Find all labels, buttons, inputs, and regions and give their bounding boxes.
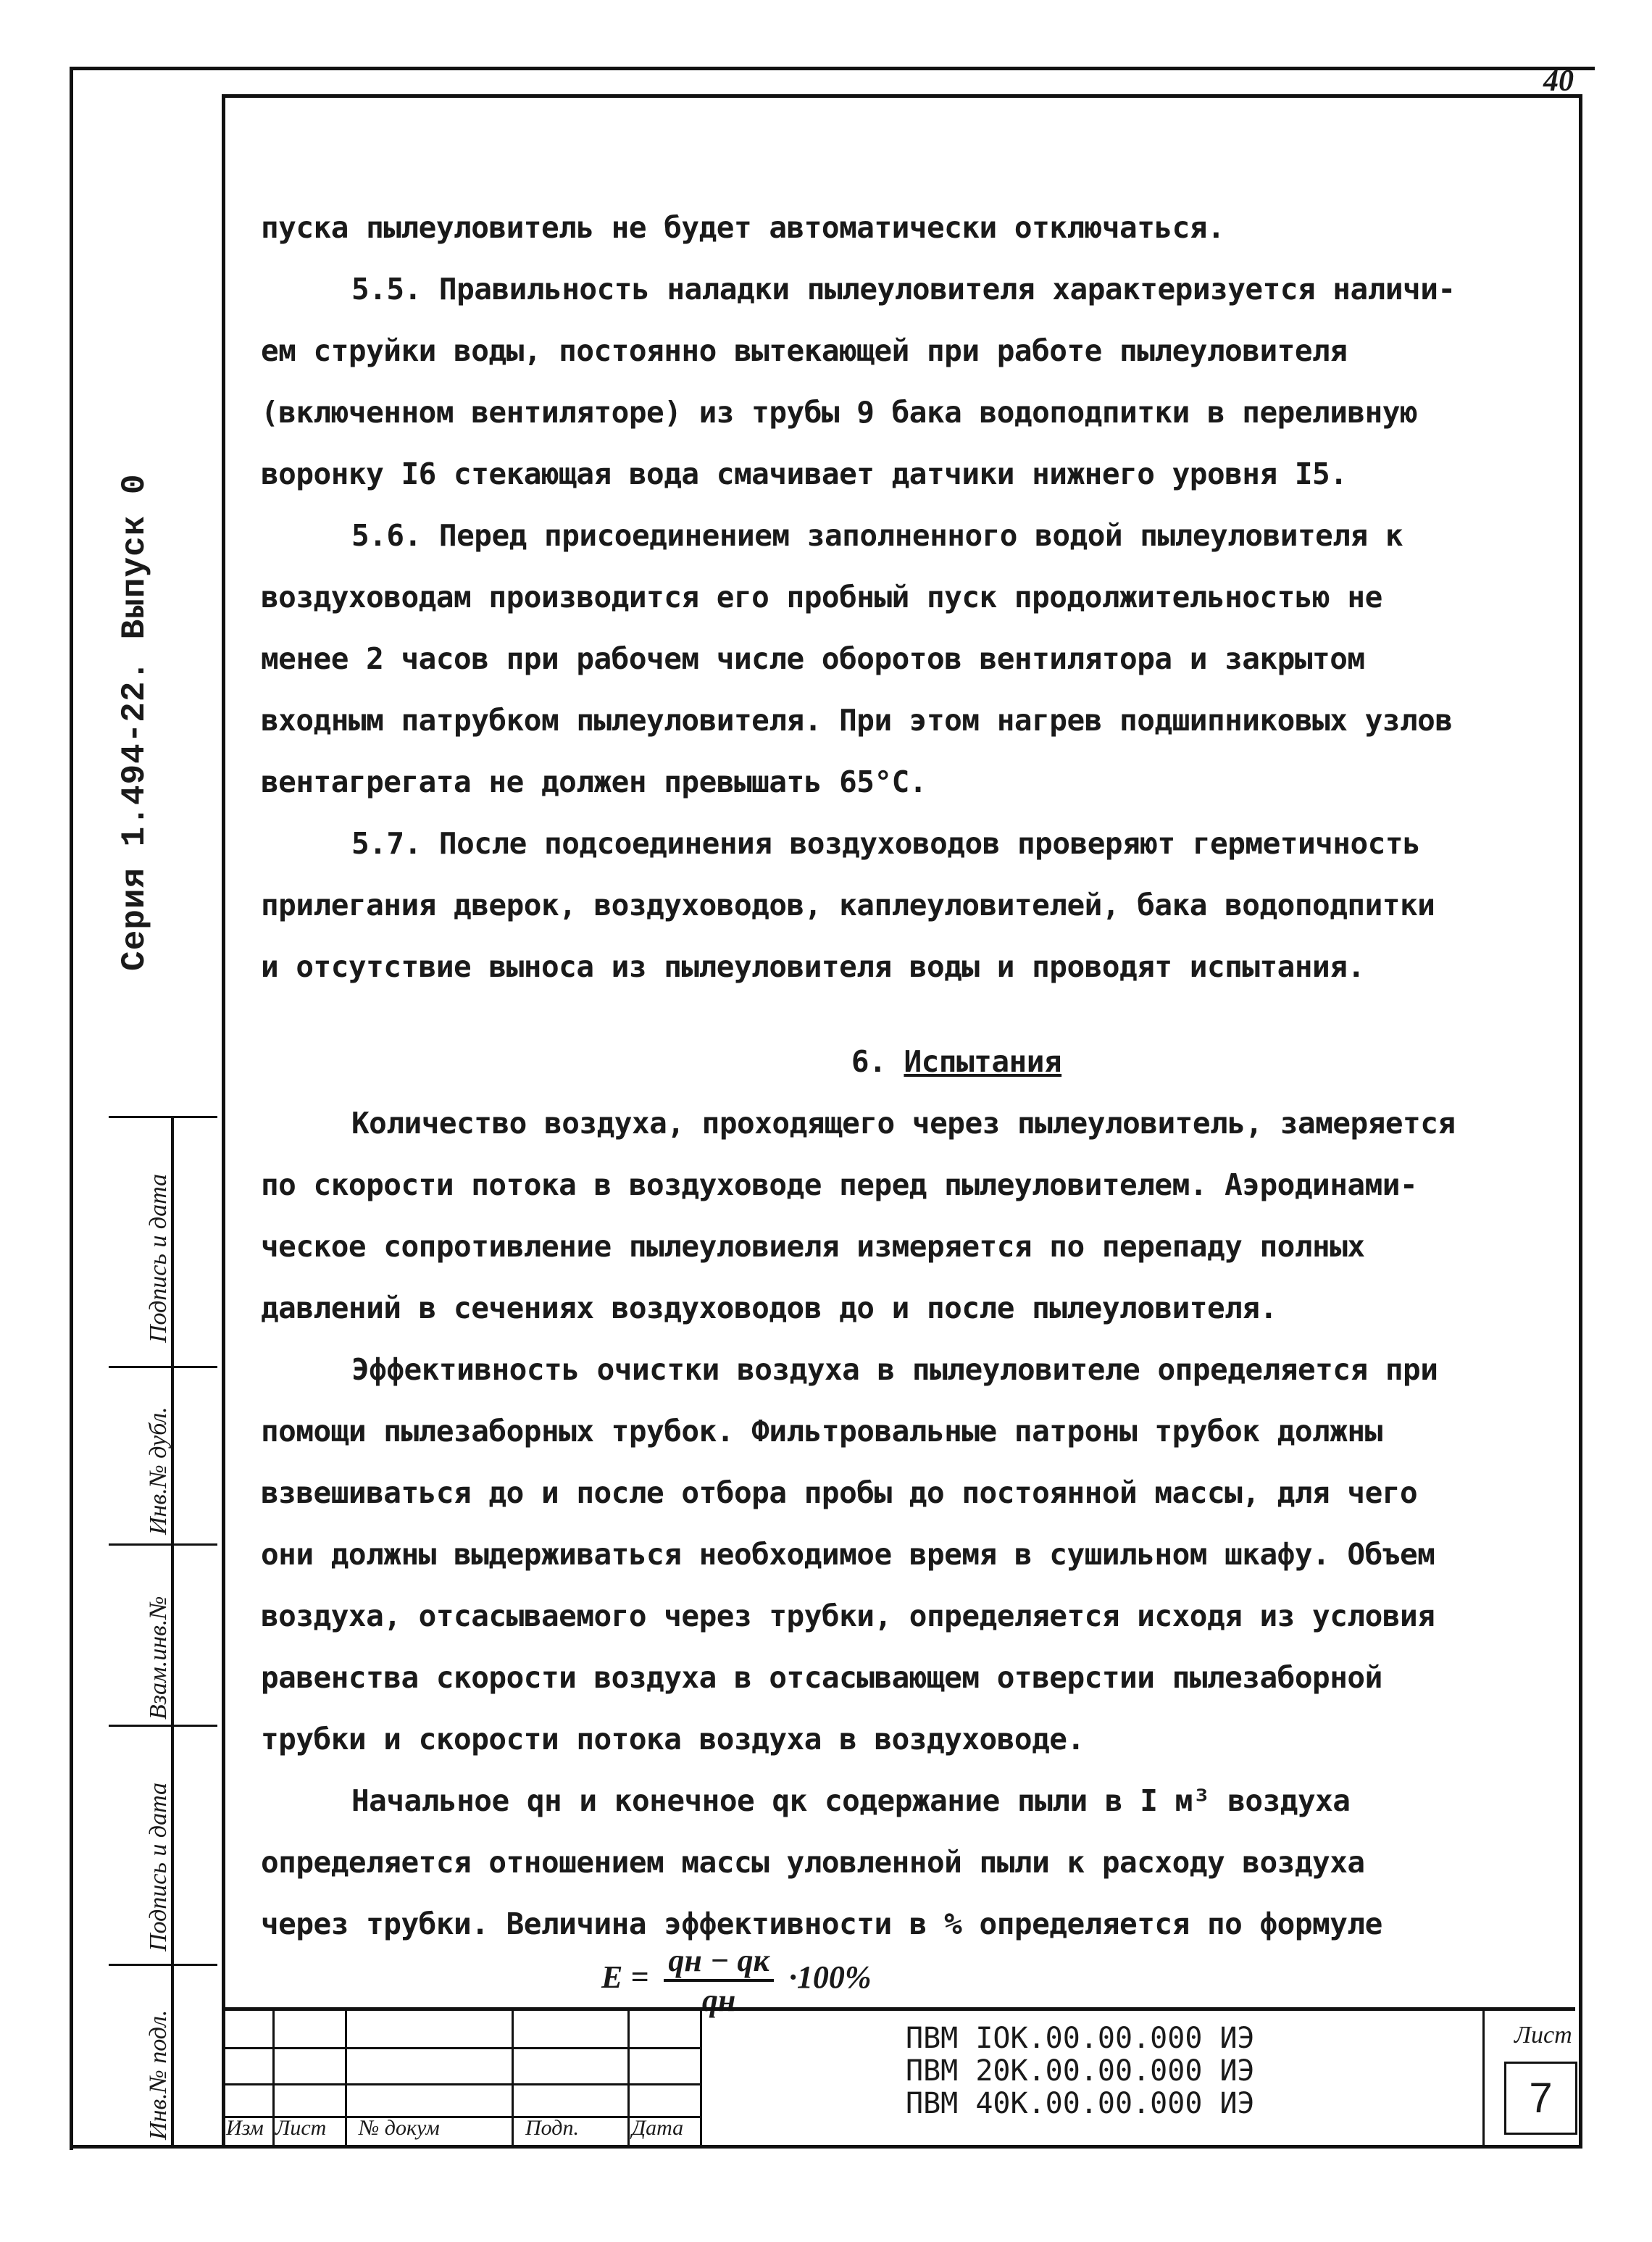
text-line: определяется отношением массы уловленной пыли к расходу воздуха bbox=[261, 1845, 1365, 1880]
text-line: Эффективность очистки воздуха в пылеуловителе определяется при bbox=[351, 1352, 1438, 1387]
text-line: входным патрубком пылеуловителя. При этом нагрев подшипниковых узлов bbox=[261, 703, 1453, 738]
text-line: (включенном вентиляторе) из трубы 9 бака водоподпитки в переливную bbox=[261, 395, 1418, 430]
text-line: воздуха, отсасываемого через трубки, определяется исходя из условия bbox=[261, 1599, 1435, 1633]
text-line: Начальное qн и конечное qк содержание пыли в I м³ воздуха bbox=[351, 1783, 1351, 1818]
text-line: воронку I6 стекающая вода смачивает датчики нижнего уровня I5. bbox=[261, 457, 1348, 491]
title-block-label-date: Дата bbox=[632, 2116, 684, 2140]
sheet-number: 7 bbox=[1504, 2062, 1577, 2135]
title-block-label-izm: Изм bbox=[226, 2116, 264, 2140]
doc-code-2: ПВМ 20К.00.00.000 ИЭ bbox=[906, 2054, 1255, 2088]
series-label: Серия 1.494-22. Выпуск 0 bbox=[116, 473, 154, 971]
stamp-cell-2 bbox=[109, 1725, 217, 1966]
text-line: взвешиваться до и после отбора пробы до постоянной массы, для чего bbox=[261, 1475, 1418, 1510]
section-6-text bbox=[261, 1093, 1565, 1955]
text-line: равенства скорости воздуха в отсасывающем отверстии пылезаборной bbox=[261, 1660, 1382, 1695]
formula-denominator: qн bbox=[701, 1983, 736, 2018]
text-line: менее 2 часов при рабочем числе оборотов вентилятора и закрытом bbox=[261, 641, 1365, 676]
stamp-label: Инв.№ дубл. bbox=[145, 1407, 172, 1535]
doc-code-1: ПВМ IOК.00.00.000 ИЭ bbox=[906, 2022, 1255, 2055]
formula-lhs: E = bbox=[601, 1959, 649, 1996]
text-line: ческое сопротивление пылеуловиеля измеряется по перепаду полных bbox=[261, 1229, 1365, 1264]
text-line: вентагрегата не должен превышать 65°С. bbox=[261, 764, 927, 799]
text-line: 5.5. Правильность наладки пылеуловителя характеризуется наличи- bbox=[351, 272, 1456, 307]
sheet-label: Лист bbox=[1514, 2022, 1572, 2049]
text-line: прилегания дверок, воздуховодов, каплеуловителей, бака водоподпитки bbox=[261, 888, 1435, 922]
formula-numerator: qн − qк bbox=[664, 1942, 773, 1982]
title-block-label-list: Лист bbox=[275, 2116, 327, 2140]
text-line: Количество воздуха, проходящего через пылеуловитель, замеряется bbox=[351, 1106, 1456, 1141]
stamp-label: Взам.инв.№ bbox=[145, 1596, 172, 1720]
section-title: Испытания bbox=[904, 1044, 1062, 1079]
formula-tail: ·100% bbox=[788, 1959, 872, 1996]
document-body bbox=[261, 197, 1565, 1955]
stamp-cell-1 bbox=[109, 1964, 217, 2147]
stamp-label: Подпись и дата bbox=[145, 1782, 172, 1951]
stamp-label: Подпись и дата bbox=[145, 1173, 172, 1343]
title-block-label-sign: Подп. bbox=[525, 2116, 579, 2140]
stamp-cell-3 bbox=[109, 1543, 217, 1727]
text-line: 5.7. После подсоединения воздуховодов проверяют герметичность bbox=[351, 826, 1421, 861]
doc-code-3: ПВМ 40К.00.00.000 ИЭ bbox=[906, 2087, 1255, 2120]
text-line: ем струйки воды, постоянно вытекающей при работе пылеуловителя bbox=[261, 333, 1348, 368]
text-line: трубки и скорости потока воздуха в воздуховоде. bbox=[261, 1722, 1085, 1756]
section-5-text bbox=[261, 197, 1565, 998]
text-line: давлений в сечениях воздуховодов до и после пылеуловителя. bbox=[261, 1291, 1277, 1325]
text-line: и отсутствие выноса из пылеуловителя воды и проводят испытания. bbox=[261, 949, 1365, 984]
text-line: пуска пылеуловитель не будет автоматически отключаться. bbox=[261, 210, 1225, 245]
section-number: 6. bbox=[851, 1044, 887, 1079]
stamp-cell-5 bbox=[109, 1116, 217, 1368]
text-line: через трубки. Величина эффективности в % определяется по формуле bbox=[261, 1906, 1382, 1941]
stamp-label: Инв.№ подл. bbox=[145, 2009, 172, 2140]
text-line: помощи пылезаборных трубок. Фильтровальные патроны трубок должны bbox=[261, 1414, 1382, 1449]
text-line: 5.6. Перед присоединением заполненного водой пылеуловителя к bbox=[351, 518, 1403, 553]
title-block-label-doc: № докум bbox=[359, 2116, 440, 2140]
text-line: по скорости потока в воздуховоде перед пылеуловителем. Аэродинами- bbox=[261, 1167, 1418, 1202]
section-heading bbox=[261, 1031, 1565, 1093]
text-line: они должны выдерживаться необходимое время в сушильном шкафу. Объем bbox=[261, 1537, 1435, 1572]
corner-page-number: 40 bbox=[1543, 64, 1574, 98]
text-line: воздуховодам производится его пробный пуск продолжительностью не bbox=[261, 580, 1382, 614]
stamp-cell-4 bbox=[109, 1366, 217, 1546]
